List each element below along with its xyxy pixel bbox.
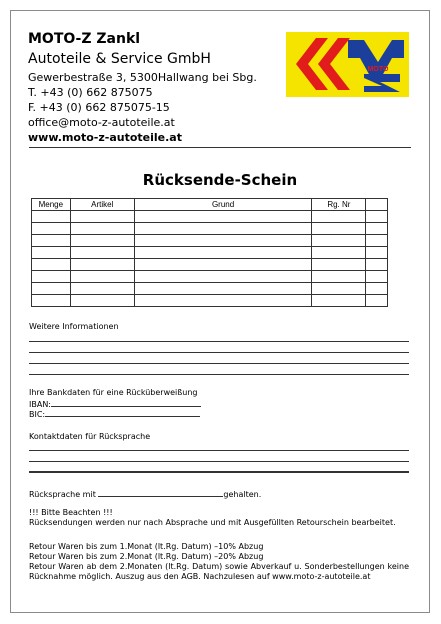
company-website: www.moto-z-autoteile.at [28,131,182,144]
column-header-article: Artikel [70,199,134,211]
table-row [32,283,388,295]
table-cell[interactable] [70,295,134,307]
table-cell[interactable] [32,223,71,235]
bic-row [29,408,200,419]
table-cell[interactable] [70,235,134,247]
table-cell[interactable] [312,223,366,235]
bank-details-label: Ihre Bankdaten für eine Rücküberweißung [29,388,198,397]
table-cell[interactable] [134,295,312,307]
table-cell[interactable] [134,283,312,295]
table-cell[interactable] [32,283,71,295]
consult-name-field[interactable] [98,488,223,497]
company-subtitle: Autoteile & Service GmbH [28,51,211,67]
contact-line-1[interactable] [29,450,409,451]
iban-label: IBAN: [29,400,51,409]
returns-rule-note: Rücksendungen werden nur nach Absprache und mit Ausgefüllten Retourschein bearbeitet. [29,518,396,527]
table-cell[interactable] [312,247,366,259]
company-phone: T. +43 (0) 662 875075 [28,86,153,99]
header-divider [29,147,411,148]
table-cell[interactable] [366,247,388,259]
consult-row [29,488,261,499]
table-cell[interactable] [70,271,134,283]
consult-suffix: gehalten. [223,490,262,499]
table-cell[interactable] [312,283,366,295]
company-name: MOTO-Z Zankl [28,31,141,47]
column-header-invoice-no: Rg. Nr [312,199,366,211]
table-header-row [32,199,388,211]
further-info-line-3[interactable] [29,363,409,364]
further-info-line-2[interactable] [29,352,409,353]
company-info [28,31,257,145]
return-form-page [10,10,430,613]
company-email: office@moto-z-autoteile.at [28,116,175,129]
table-cell[interactable] [70,211,134,223]
table-row [32,259,388,271]
further-info-line-1[interactable] [29,341,409,342]
table-cell[interactable] [70,283,134,295]
table-cell[interactable] [134,271,312,283]
table-cell[interactable] [70,259,134,271]
bic-field[interactable] [45,408,200,417]
further-info-label: Weitere Informationen [29,322,119,331]
table-cell[interactable] [32,211,71,223]
table-cell[interactable] [32,295,71,307]
table-cell[interactable] [32,259,71,271]
column-header-extra [366,199,388,211]
company-address: Gewerbestraße 3, 5300Hallwang bei Sbg. [28,71,257,84]
contact-details-label: Kontaktdaten für Rücksprache [29,432,151,441]
table-cell[interactable] [366,223,388,235]
bic-label: BIC: [29,410,46,419]
table-cell[interactable] [312,259,366,271]
table-cell[interactable] [70,247,134,259]
table-row [32,295,388,307]
table-cell[interactable] [312,235,366,247]
table-cell[interactable] [312,295,366,307]
table-cell[interactable] [366,283,388,295]
table-cell[interactable] [134,247,312,259]
table-cell[interactable] [32,235,71,247]
table-row [32,247,388,259]
contact-line-3[interactable] [29,471,409,473]
table-cell[interactable] [366,259,388,271]
table-cell[interactable] [134,259,312,271]
table-cell[interactable] [312,271,366,283]
form-title: Rücksende-Schein [142,171,298,189]
table-cell[interactable] [366,211,388,223]
deduction-rule-3: Retour Waren ab dem 2.Monaten (lt.Rg. Datum) sowie Abverkauf u. Sonderbestellungen keine Rücknahme möglich. Auszug aus den AGB. Nachzulesen auf www.moto-z-autoteile.at [29,562,409,581]
deduction-rule-1: Retour Waren bis zum 1.Monat (lt.Rg. Datum) –10% Abzug [29,542,264,551]
table-cell[interactable] [134,223,312,235]
column-header-reason: Grund [134,199,312,211]
table-cell[interactable] [366,271,388,283]
table-cell[interactable] [32,271,71,283]
table-body [32,211,388,307]
svg-text:MOTO: MOTO [367,66,389,73]
consult-prefix: Rücksprache mit [29,490,96,499]
table-cell[interactable] [366,235,388,247]
table-cell[interactable] [312,211,366,223]
table-cell[interactable] [366,295,388,307]
further-info-line-4[interactable] [29,374,409,375]
table-row [32,223,388,235]
table-row [32,271,388,283]
table-cell[interactable] [70,223,134,235]
column-header-quantity: Menge [32,199,71,211]
table-cell[interactable] [32,247,71,259]
table-row [32,211,388,223]
iban-field[interactable] [51,398,201,407]
contact-line-2[interactable] [29,461,409,462]
moto-z-logo-icon [286,32,409,97]
table-row [32,235,388,247]
table-cell[interactable] [134,211,312,223]
company-fax: F. +43 (0) 662 875075-15 [28,101,170,114]
deduction-rule-2: Retour Waren bis zum 2.Monat (lt.Rg. Datum) –20% Abzug [29,552,264,561]
table-cell[interactable] [134,235,312,247]
attention-note: !!! Bitte Beachten !!! [29,508,113,517]
return-items-table [31,198,388,307]
